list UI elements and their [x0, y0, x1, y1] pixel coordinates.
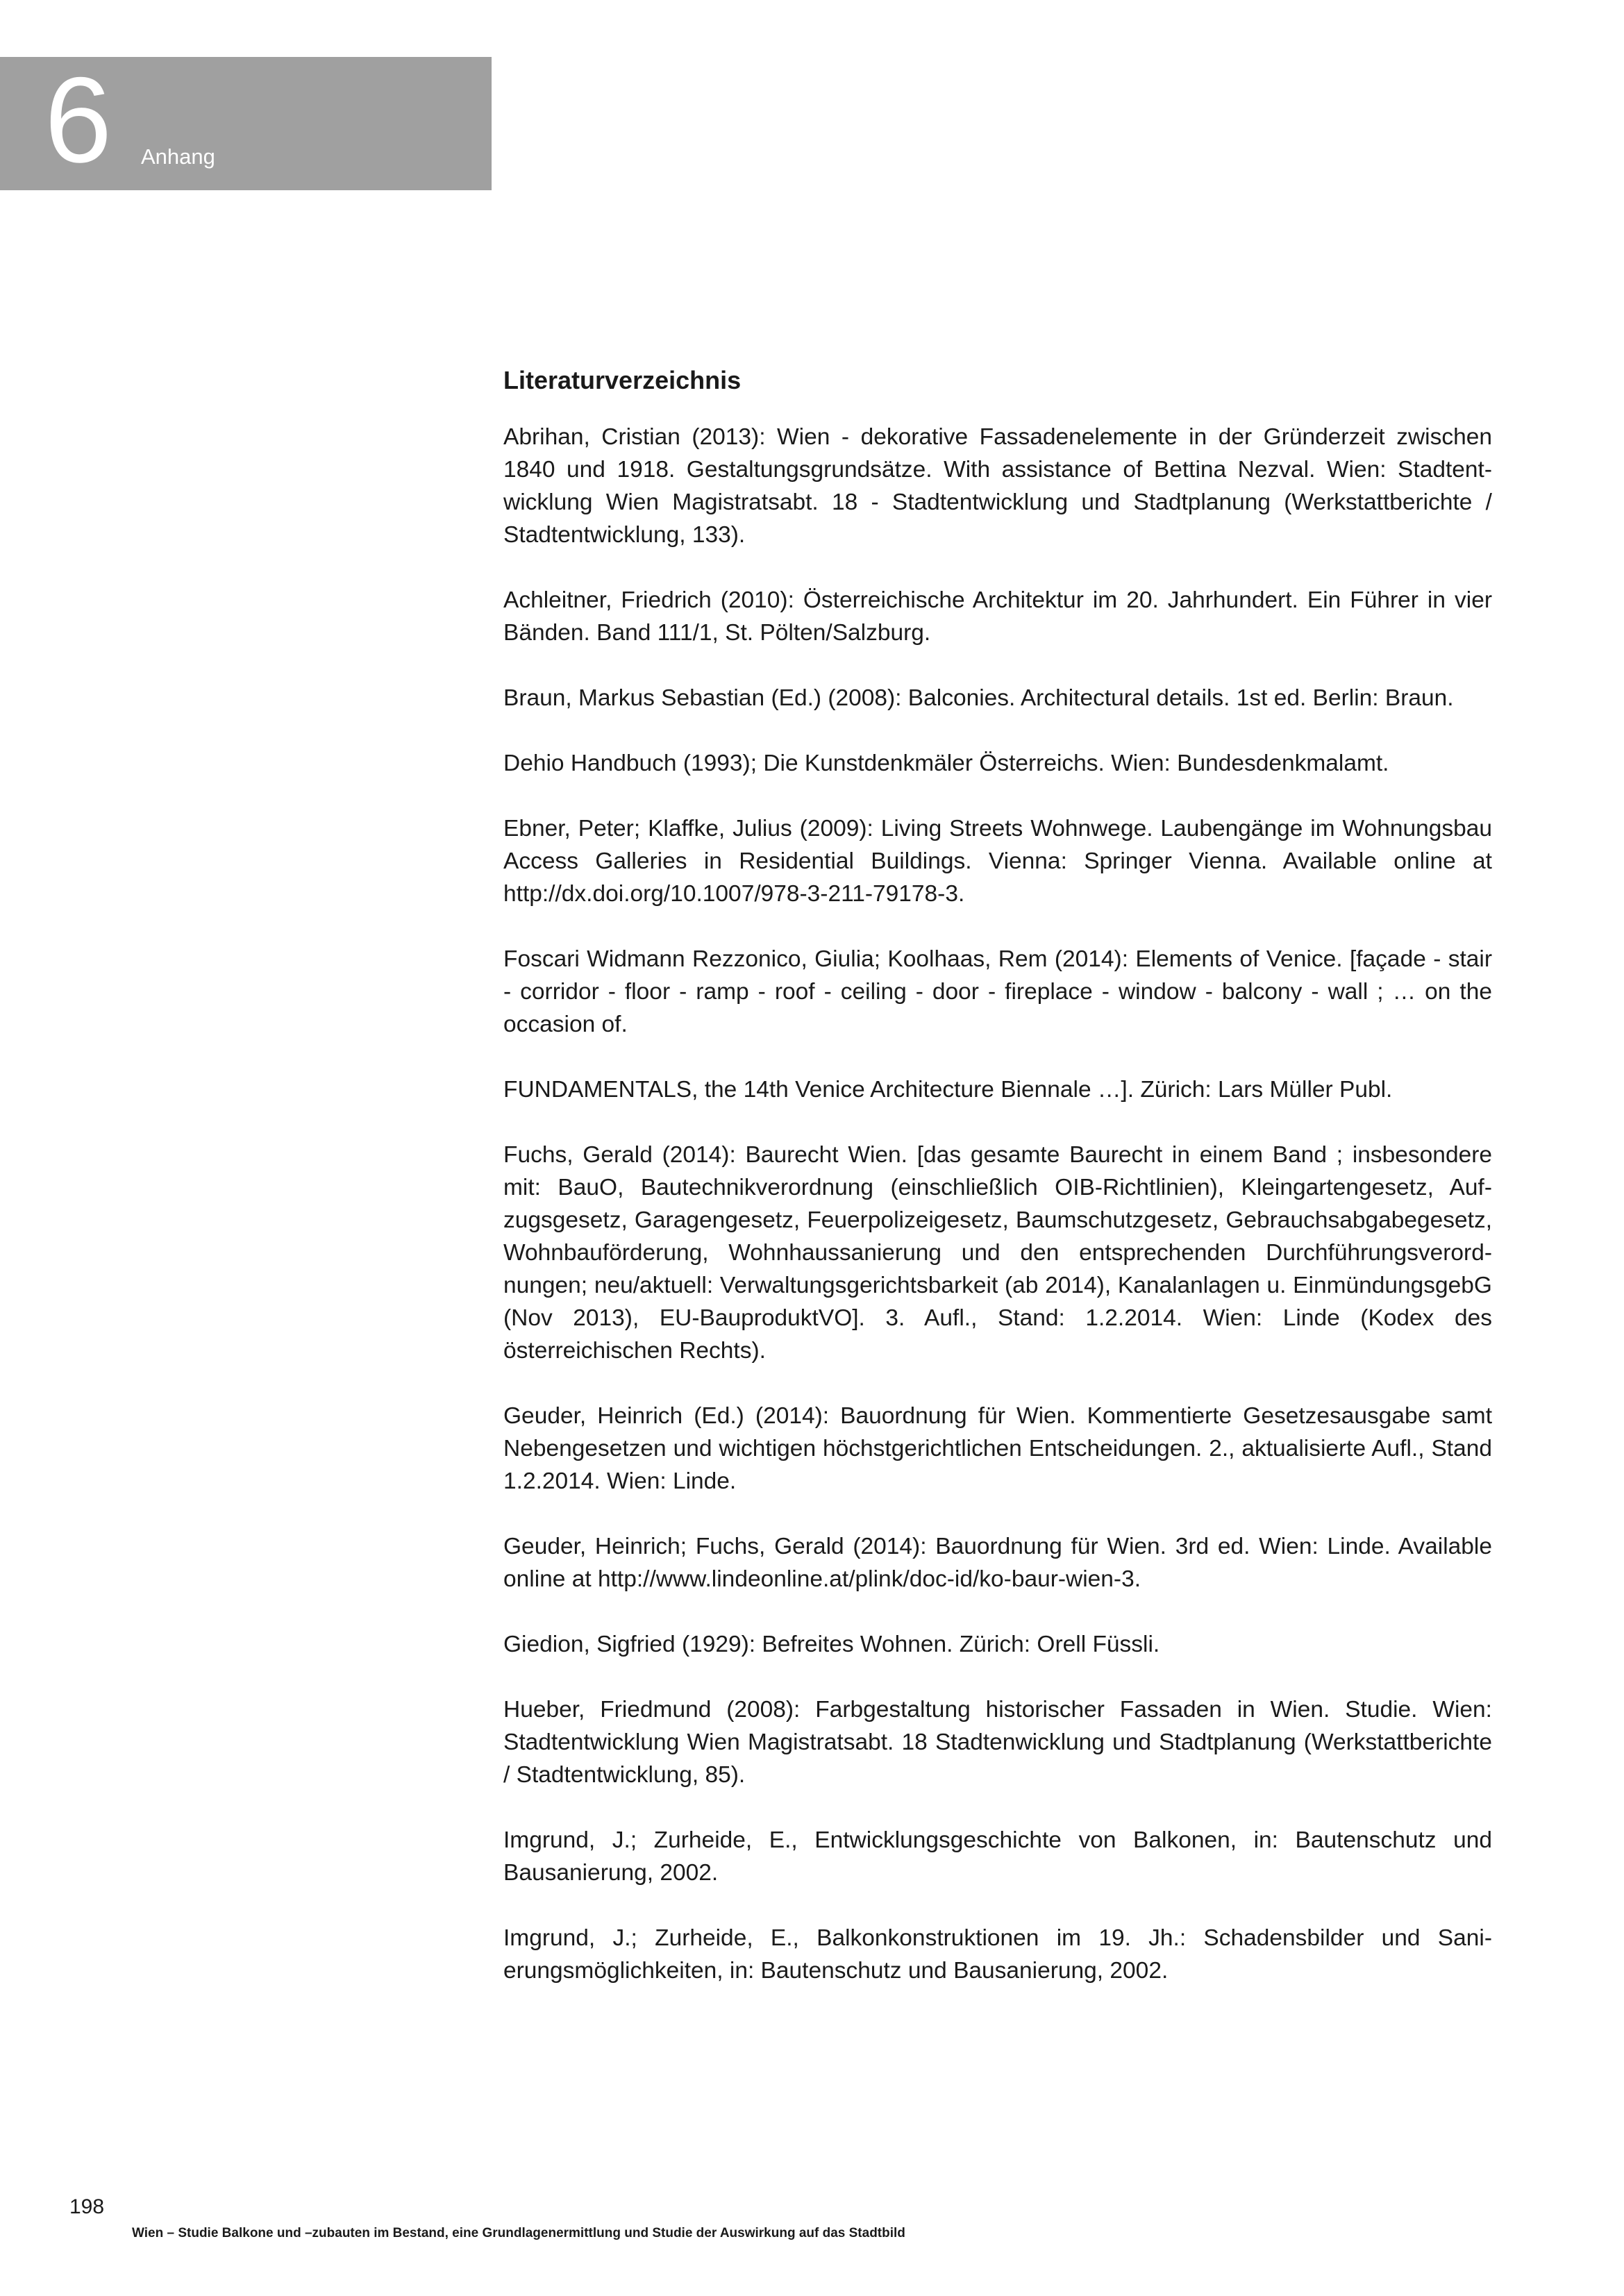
reference-entry: FUNDAMENTALS, the 14th Venice Architecture Biennale …]. Zürich: Lars Müller Publ. [503, 1077, 1393, 1103]
reference-entry: Hueber, Friedmund (2008): Farbgestaltung historischer Fassaden in Wien. Studie. Wien: Stadtentwicklung Wien Magistratsabt. 18 Stadtenwicklung und Stadtplanung (Werkstattberichte / Stadtentwicklung, 85). [503, 1697, 1492, 1788]
chapter-header [0, 53, 492, 190]
reference-entry: Abrihan, Cristian (2013): Wien - dekorative Fassadenelemente in der Gründerzeit zwischen 1840 und 1918. Gestaltungsgrundsätze. With assistance of Bettina Nezval. Wien: Stadtentwicklung Wien Magistratsabt. 18 - Stadtentwicklung und Stadtplanung (Werkstattberichte / Stadtentwicklung, 133). [503, 424, 1492, 548]
reference-entry: Ebner, Peter; Klaffke, Julius (2009): Living Streets Wohnwege. Laubengänge im Wohnungsbau Access Galleries in Residential Buildings. Vienna: Springer Vienna. Available online at http://dx.doi.org/10.1007/978-3-211-79178-3. [503, 816, 1492, 907]
reference-entry: Geuder, Heinrich; Fuchs, Gerald (2014): Bauordnung für Wien. 3rd ed. Wien: Linde. Available online at http://www.lindeonline.at/plink/doc-id/ko-baur-wien-3. [503, 1534, 1492, 1592]
reference-entry: Achleitner, Friedrich (2010): Österreichische Architektur im 20. Jahrhundert. Ein Führer in vier Bänden. Band 111/1, St. Pölten/Salzburg. [503, 587, 1492, 646]
chapter-number: 6 [44, 53, 112, 188]
reference-entry: Foscari Widmann Rezzonico, Giulia; Koolhaas, Rem (2014): Elements of Venice. [façade - stair - corridor - floor - ramp - roof - ceiling - door - fireplace - window - balcony - wall ; … on the occasion of. [503, 946, 1492, 1037]
section-heading: Literaturverzeichnis [503, 366, 742, 394]
chapter-title: Anhang [141, 144, 215, 169]
reference-entry: Dehio Handbuch (1993); Die Kunstdenkmäler Österreichs. Wien: Bundesdenkmalamt. [503, 751, 1389, 776]
footer-text: Wien – Studie Balkone und –zubauten im Bestand, eine Grundlagenermittlung und Studie der Auswirkung auf das Stadtbild [132, 2226, 905, 2240]
reference-entry: Imgrund, J.; Zurheide, E., Balkonkonstruktionen im 19. Jh.: Schadensbilder und Sanierungsmöglichkeiten, in: Bautenschutz und Bausanierung, 2002. [503, 1925, 1492, 1984]
reference-entry: Fuchs, Gerald (2014): Baurecht Wien. [das gesamte Baurecht in einem Band ; insbesondere mit: BauO, Bautechnikverordnung (einschließlich OIB-Richtlinien), Kleingartengesetz, Aufzugsgesetz, Garagengesetz, Feuerpolizeigesetz, Baumschutzgesetz, Gebrauchsabgabegesetz, Wohnbauförderung, Wohnhaussanierung und den entsprechenden Durchführungsverordnungen; neu/aktuell: Verwaltungsgerichtsbarkeit (ab 2014), Kanalanlagen u. EinmündungsgebG (Nov 2013), EU-BauproduktVO]. 3. Aufl., Stand: 1.2.2014. Wien: Linde (Kodex des österreichischen Rechts). [503, 1142, 1492, 1364]
reference-entry: Geuder, Heinrich (Ed.) (2014): Bauordnung für Wien. Kommentierte Gesetzesausgabe samt Nebengesetzen und wichtigen höchstgerichtlichen Entscheidungen. 2., aktualisierte Aufl., Stand 1.2.2014. Wien: Linde. [503, 1403, 1492, 1494]
page-number: 198 [69, 2195, 105, 2218]
reference-entry: Giedion, Sigfried (1929): Befreites Wohnen. Zürich: Orell Füssli. [503, 1632, 1160, 1657]
reference-entry: Imgrund, J.; Zurheide, E., Entwicklungsgeschichte von Balkonen, in: Bautenschutz und Bausanierung, 2002. [503, 1827, 1492, 1886]
reference-entry: Braun, Markus Sebastian (Ed.) (2008): Balconies. Architectural details. 1st ed. Berlin: Braun. [503, 685, 1454, 711]
bibliography-section [503, 361, 1492, 2020]
